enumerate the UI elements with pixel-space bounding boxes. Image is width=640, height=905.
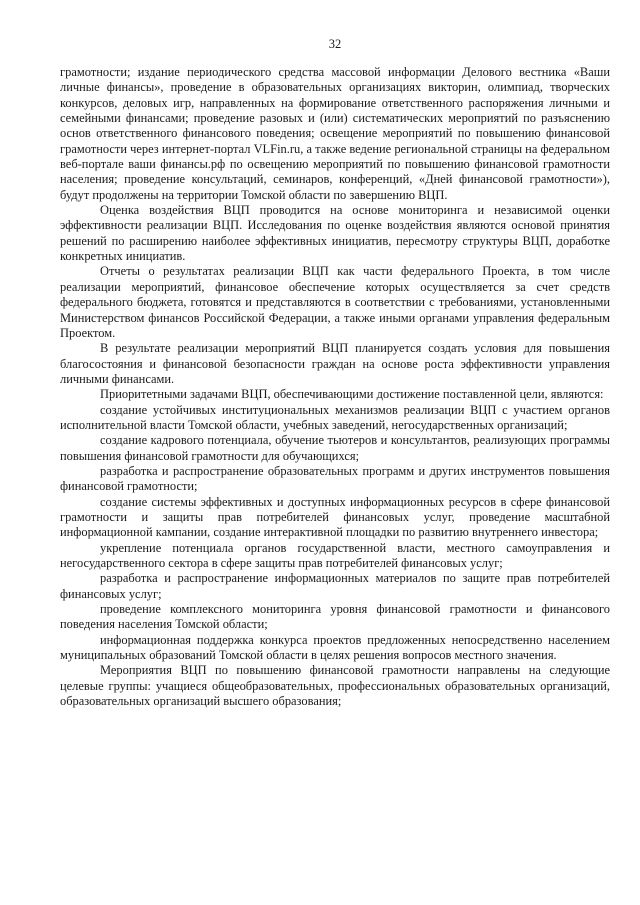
list-item: создание кадрового потенциала, обучение тьютеров и консультантов, реализующих программы повышения финансовой грамотности для обучающихся;	[60, 433, 610, 463]
list-item: создание устойчивых институциональных механизмов реализации ВЦП с участием органов исполнительной власти Томской области, учебных заведений, негосударственных организаций;	[60, 402, 610, 432]
paragraph: Приоритетными задачами ВЦП, обеспечивающими достижение поставленной цели, являются:	[100, 387, 604, 402]
list-item: создание системы эффективных и доступных информационных ресурсов в сфере финансовой грамотности и защиты прав потребителей финансовых услуг, проведение масштабной информационной кампании, создание интерактивной площадки по развитию внутреннего инвестора;	[60, 494, 610, 540]
page-number: 32	[328, 37, 342, 51]
list-item: разработка и распространение образовательных программ и других инструментов повышения финансовой грамотности;	[60, 463, 610, 494]
list-item: информационная поддержка конкурса проектов предложенных непосредственно населением муниципальных образований Томской области в целях решения вопросов местного значения.	[60, 632, 610, 663]
paragraph: Отчеты о результатах реализации ВЦП как части федерального Проекта, в том числе реализации мероприятий, финансовое обеспечение которых осуществляется за счет средств федерального бюджета, готовятся и представляются в соответствии с требованиями, установленными Министерством финансов Российской Федерации, а также иными органами управления федеральным Проектом.	[60, 264, 610, 340]
list-item: проведение комплексного мониторинга уровня финансовой грамотности и финансового поведения населения Томской области;	[60, 602, 610, 632]
body-text	[60, 65, 610, 709]
paragraph: Мероприятия ВЦП по повышению финансовой грамотности направлены на следующие целевые группы: учащиеся общеобразовательных, профессиональных образовательных организаций, образовательных организаций высшего образования;	[60, 663, 610, 709]
paragraph: В результате реализации мероприятий ВЦП планируется создать условия для повышения благосостояния и финансовой безопасности граждан на основе роста эффективности управления личными финансами.	[60, 341, 610, 386]
paragraph: Оценка воздействия ВЦП проводится на основе мониторинга и независимой оценки эффективности реализации ВЦП. Исследования по оценке воздействия являются основой принятия решений по расширению наиболее эффективных инициатив, пересмотру структуры ВЦП, доработке конкретных инициатив.	[60, 203, 610, 264]
list-item: разработка и распространение информационных материалов по защите прав потребителей финансовых услуг;	[60, 571, 610, 601]
list-item: укрепление потенциала органов государственной власти, местного самоуправления и негосударственного сектора в сфере защиты прав потребителей финансовых услуг;	[60, 540, 610, 570]
paragraph: грамотности; издание периодического средства массовой информации Делового вестника «Ваши личные финансы», проведение в образовательных организациях викторин, олимпиад, творческих конкурсов, деловых игр, направленных на формирование ответственного распоряжения личными и семейными финансами; проведение разовых и (или) систематических мероприятий по разъяснению основ ответственного финансового поведения; освещение мероприятий по повышению финансовой грамотности через интернет-портал VLFin.ru, а также ведение региональной страницы на федеральном веб-портале ваши финансы.рф по освещению мероприятий по повышению финансовой грамотности населения; проведение консультаций, семинаров, конференций, «Дней финансовой грамотности»), будут продолжены на территории Томской области по завершению ВЦП.	[60, 65, 610, 202]
